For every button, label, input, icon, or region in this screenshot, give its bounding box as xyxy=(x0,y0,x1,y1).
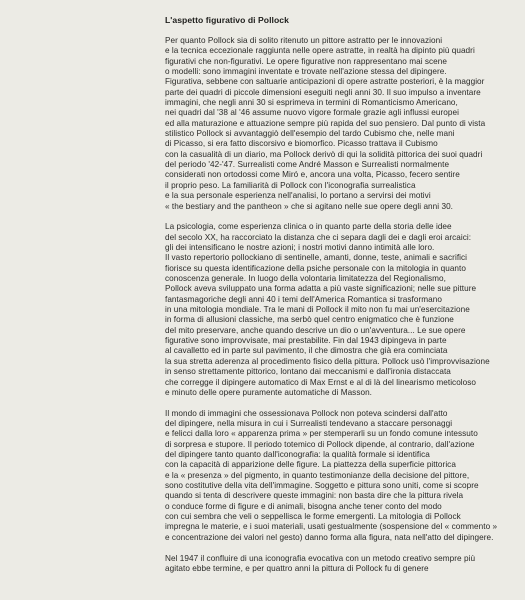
text-line: di sorpresa e stupore. Il periodo totemico di Pollock dipende, al contrario, dall'azione xyxy=(165,439,475,449)
text-line: fantasmagoriche degli anni 40 i temi dell'America Romantica si trasformano xyxy=(165,294,442,304)
text-line: quando si tenta di descrivere queste immagini: non basta dire che la pittura rivela xyxy=(165,491,464,501)
text-line: e la sua personale esperienza nell'analisi, lo portano a servirsi dei motivi xyxy=(165,191,431,201)
text-line: Figurativa, sebbene con saltuarie anticipazioni di opere astratte posteriori, è la maggior xyxy=(165,77,485,87)
text-line: con la casualità di un diario, ma Pollock derivò di qui la solidità pittorica dei suoi quadri xyxy=(165,149,483,159)
text-line: Pollock aveva sviluppato una forma adatta a più vaste significazioni; nelle sue pitture xyxy=(165,284,477,294)
paragraph-gap xyxy=(165,212,517,223)
article-title: L'aspetto figurativo di Pollock xyxy=(165,15,289,25)
text-line: ed alla maturazione e attuazione sempre più rapida del suo pensiero. Dal punto di vista xyxy=(165,118,486,128)
text-line: con cui sembra che veli o seppellisca le forme emergenti. La mitologia di Pollock xyxy=(165,512,461,522)
text-line: di Picasso, si era fatto discorsivo e biomorfico. Picasso trattava il Cubismo xyxy=(165,139,438,149)
text-line: del dipingere tanto quanto dall'iconografia: la qualità formale si identifica xyxy=(165,450,430,460)
text-line: agitato ebbe termine, e per quattro anni la pittura di Pollock fu di genere xyxy=(165,564,429,573)
text-line: con la capacità di apparizione delle figure. La piattezza della superficie pittorica xyxy=(165,460,456,470)
text-line: « the bestiary and the pantheon » che si agitano nelle sue opere degli anni 30. xyxy=(165,201,453,211)
paragraph-3 xyxy=(165,409,517,543)
text-line: o conduce forme di figure e di animali, bisogna anche tener conto del modo xyxy=(165,501,442,511)
text-line: immagini, che negli anni 30 si esprimeva in termini di Romanticismo Americano, xyxy=(165,98,458,108)
text-line: conoscenza generale. In luogo della volontaria limitatezza del Regionalismo, xyxy=(165,274,446,284)
paragraph-gap xyxy=(165,398,517,409)
text-line: fiorisce su questa identificazione della psiche personale con la mitologia in quanto xyxy=(165,263,466,273)
text-line: considerati non ortodossi come Miró e, ancora una volta, Picasso, fecero sentire xyxy=(165,170,460,180)
text-line: figurative sono improvvisate, mai prestabilite. Fin dal 1943 dipingeva in parte xyxy=(165,336,447,346)
text-line: il proprio peso. La familiarità di Pollock con l'iconografia surrealistica xyxy=(165,180,416,190)
text-line: del secolo XX, ha raccorciato la distanza che ci separa dagli dei e dagli eroi arcaici: xyxy=(165,232,472,242)
text-line: Il vasto repertorio pollockiano di sentinelle, amanti, donne, teste, animali e sacrifici xyxy=(165,253,468,263)
text-line: e felicci dalla loro « apparenza prima » per stemperarli su un fondo comune intessuto xyxy=(165,429,478,439)
text-line: impregna le materie, e i suoi materiali, usati gestualmente (sospensione del « commento » xyxy=(165,522,498,532)
text-line: gli dei intensificano le nostre azioni; i nostri motivi danno intimità alle loro. xyxy=(165,243,435,253)
text-line: e minuto delle opere puramente automatiche di Masson. xyxy=(165,387,373,397)
text-line: in una mitologia mondiale. Tra le mani di Pollock il mito non fu mai un'esercitazione xyxy=(165,305,470,315)
paragraph-1 xyxy=(165,36,517,212)
text-line: in senso strettamente pittorico, lontano dai meccanismi e dall'ironia distaccata xyxy=(165,367,451,377)
text-line: e la tecnica eccezionale raggiunta nelle opere astratte, in realtà ha dipinto più quadri xyxy=(165,46,475,56)
text-line: e concentrazione dei valori nel gesto) danno forma alla figura, nata nell'atto del dipingere. xyxy=(165,532,494,542)
text-line: la sua stretta aderenza al procedimento fisico della pittura. Pollock usò l'improvvisazione xyxy=(165,356,490,366)
text-line: in forma di allusioni classiche, ma serbò quel centro enigmatico che è funzione xyxy=(165,315,454,325)
text-line: del mito preservare, anche quando descrive un dio o un'avventura... Le sue opere xyxy=(165,325,466,335)
text-line: Nel 1947 il confluire di una iconografia evocativa con un metodo creativo sempre più xyxy=(165,553,476,563)
paragraph-2 xyxy=(165,222,517,398)
text-line: al cavalletto ed in parte sul pavimento, il che dimostra che già era cominciata xyxy=(165,346,448,356)
text-line: che corregge il dipingere automatico di Max Ernst e al di là del linearismo meticoloso xyxy=(165,377,477,387)
text-line: e la « presenza » del pigmento, in quanto testimonianze della decisione del pittore, xyxy=(165,470,470,480)
text-line: nei quadri dal '38 al '46 assume nuovo vigore formale grazie agli influssi europei xyxy=(165,108,459,118)
text-line: o modelli: sono immagini inventate e trovate nell'azione stessa del dipingere. xyxy=(165,67,447,77)
text-line: Il mondo di immagini che ossessionava Pollock non poteva scindersi dall'atto xyxy=(165,408,448,418)
text-line: La psicologia, come esperienza clinica o in quanto parte della storia delle idee xyxy=(165,222,452,232)
article-body xyxy=(165,15,517,574)
text-line: del dipingere, nella misura in cui i Surrealisti tendevano a staccare personaggi xyxy=(165,419,453,429)
text-line: stilistico Pollock si avvantaggiò dell'esempio del tardo Cubismo che, nelle mani xyxy=(165,129,455,139)
paragraphs-container xyxy=(165,36,517,574)
paragraph-gap xyxy=(165,543,517,554)
text-line: Per quanto Pollock sia di solito ritenuto un pittore astratto per le innovazioni xyxy=(165,36,443,45)
paragraph-4 xyxy=(165,554,517,575)
text-line: del periodo '42-'47. Surrealisti come André Masson e Surrealisti normalmente xyxy=(165,160,450,170)
text-line: figurativi che non-figurativi. Le opere figurative non rappresentano mai scene xyxy=(165,56,447,66)
text-line: sono costitutive della vita dell'immagine. Soggetto e pittura sono uniti, come si scopre xyxy=(165,481,479,491)
text-line: parte dei quadri di piccole dimensioni eseguiti negli anni 30. Il suo impulso a inventare xyxy=(165,87,481,97)
